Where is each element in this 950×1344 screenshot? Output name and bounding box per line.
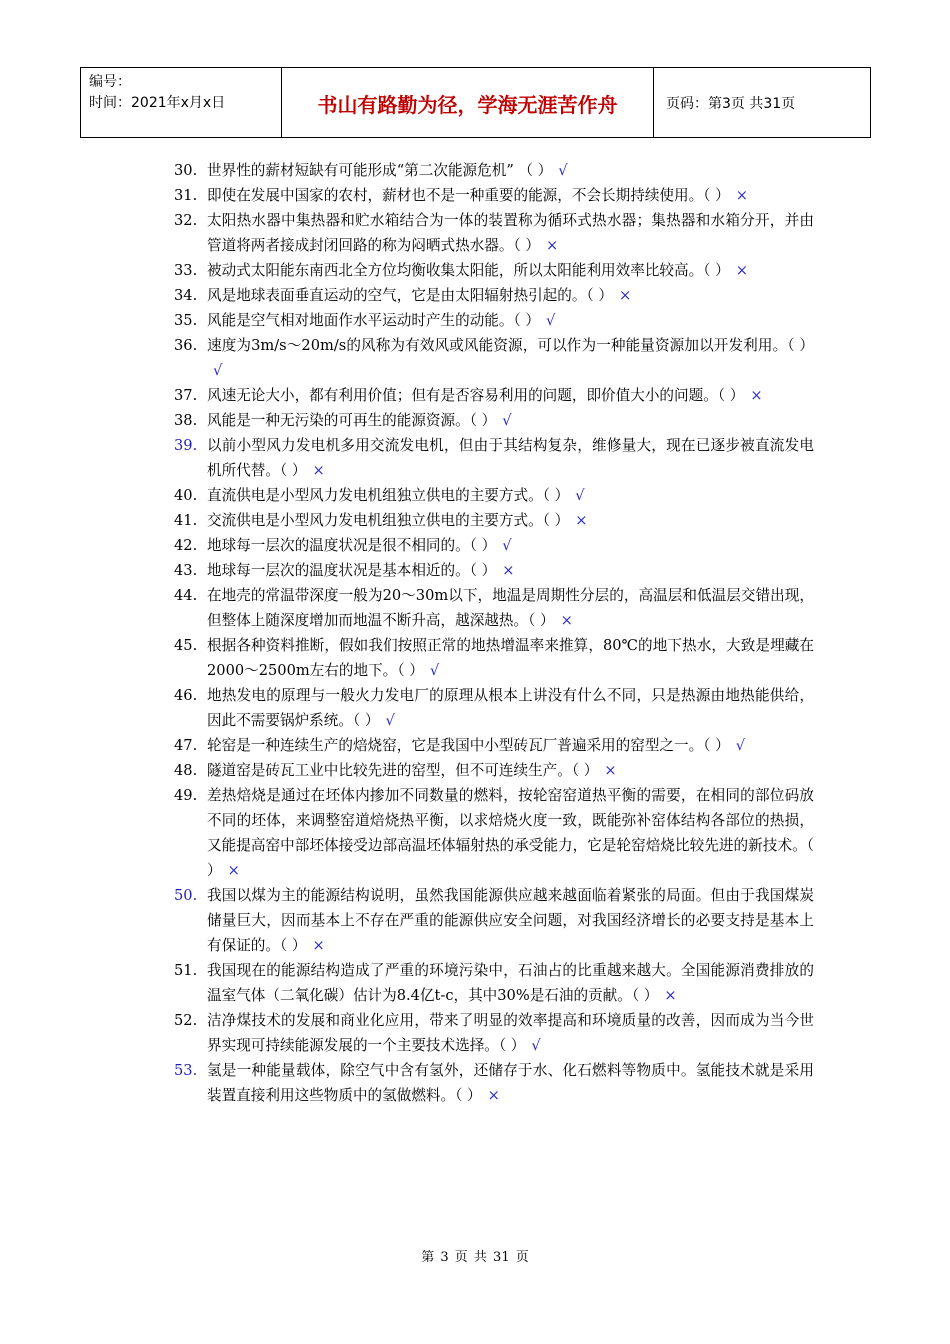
page-footer: 第 3 页 共 31 页 <box>421 1250 529 1265</box>
question-body: 根据各种资料推断，假如我们按照正常的地热增温率来推算，80℃的地下热水，大致是埋藏在2000～2500m左右的地下。（ ） <box>207 637 814 679</box>
question-body: 直流供电是小型风力发电机组独立供电的主要方式。（ ） <box>207 487 570 504</box>
question-number: 40. <box>174 487 198 504</box>
question-number: 41. <box>174 512 198 529</box>
question-number: 50. <box>174 887 198 904</box>
question-item <box>174 883 814 958</box>
question-text <box>207 258 814 283</box>
question-number: 47. <box>174 737 198 754</box>
question-number: 37. <box>174 387 198 404</box>
question-item <box>174 758 814 783</box>
question-item <box>174 483 814 508</box>
question-number: 46. <box>174 687 198 704</box>
question-text <box>207 883 814 958</box>
answer-check-mark: √ <box>502 412 512 429</box>
answer-check-mark: √ <box>429 662 440 679</box>
answer-check-mark: √ <box>735 737 746 754</box>
question-text <box>207 408 814 433</box>
question-number: 34. <box>174 287 198 304</box>
question-text <box>207 283 814 308</box>
question-text <box>207 558 814 583</box>
question-item <box>174 408 814 433</box>
question-body: 风能是空气相对地面作水平运动时产生的动能。（ ） <box>207 312 540 329</box>
question-body: 地球每一层次的温度状况是很不相同的。（ ） <box>207 537 497 554</box>
question-body: 交流供电是小型风力发电机组独立供电的主要方式。（ ） <box>207 512 570 529</box>
question-body: 我国以煤为主的能源结构说明，虽然我国能源供应越来越面临着紧张的局面。但由于我国煤炭储量巨大，因而基本上不存在严重的能源供应安全问题，对我国经济增长的必要支持是基本上有保证的。（ ） <box>207 887 814 954</box>
question-text <box>207 533 814 558</box>
question-text <box>207 633 814 683</box>
question-list <box>174 158 814 1108</box>
question-number: 43. <box>174 562 198 579</box>
question-text <box>207 333 814 383</box>
question-body: 风能是一种无污染的可再生的能源资源。（ ） <box>207 412 497 429</box>
answer-check-mark: √ <box>546 312 556 329</box>
question-number: 31. <box>174 187 198 204</box>
question-item <box>174 183 814 208</box>
question-item <box>174 208 814 258</box>
question-number: 39. <box>174 437 198 454</box>
answer-check-mark: √ <box>575 487 585 504</box>
answer-cross-mark: × <box>735 187 748 204</box>
question-number: 52. <box>174 1012 198 1029</box>
answer-check-mark: √ <box>213 362 223 379</box>
question-number: 49. <box>174 787 198 804</box>
answer-cross-mark: × <box>735 262 748 279</box>
question-item <box>174 583 814 633</box>
question-item <box>174 383 814 408</box>
question-item <box>174 558 814 583</box>
question-item <box>174 258 814 283</box>
question-item <box>174 1008 814 1058</box>
question-text <box>207 958 814 1008</box>
question-item <box>174 783 814 883</box>
question-text <box>207 758 814 783</box>
answer-cross-mark: × <box>312 937 325 954</box>
question-body: 速度为3m/s～20m/s的风称为有效风或风能资源，可以作为一种能量资源加以开发利用。（ ） <box>207 337 814 354</box>
question-text <box>207 508 814 533</box>
question-body: 在地壳的常温带深度一般为20～30m以下，地温是周期性分层的，高温层和低温层交错出现，但整体上随深度增加而地温不断升高，越深越热。（ ） <box>207 587 814 629</box>
answer-cross-mark: × <box>560 612 573 629</box>
header-motto: 书山有路勤为径，学海无涯苦作舟 <box>282 68 654 137</box>
question-item <box>174 683 814 733</box>
question-number: 53. <box>174 1062 198 1079</box>
question-body: 我国现在的能源结构造成了严重的环境污染中，石油占的比重越来越大。全国能源消费排放的温室气体（二氧化碳）估计为8.4亿t-c，其中30%是石油的贡献。（ ） <box>207 962 814 1004</box>
answer-check-mark: √ <box>502 537 512 554</box>
question-body: 轮窑是一种连续生产的焙烧窑，它是我国中小型砖瓦厂普遍采用的窑型之一。（ ） <box>207 737 730 754</box>
question-item <box>174 508 814 533</box>
question-text <box>207 158 814 183</box>
question-body: 地球每一层次的温度状况是基本相近的。（ ） <box>207 562 497 579</box>
question-text <box>207 733 814 758</box>
question-item <box>174 533 814 558</box>
question-text <box>207 1058 814 1108</box>
question-item <box>174 158 814 183</box>
header-page-info: 页码：第3页 共31页 <box>666 95 796 112</box>
answer-cross-mark: × <box>664 987 677 1004</box>
question-number: 48. <box>174 762 198 779</box>
question-body: 世界性的薪材短缺有可能形成“第二次能源危机” （ ） <box>207 162 553 179</box>
question-text <box>207 483 814 508</box>
answer-cross-mark: × <box>750 387 763 404</box>
question-number: 42. <box>174 537 198 554</box>
question-text <box>207 308 814 333</box>
question-number: 44. <box>174 587 198 604</box>
document-date-label: 时间：2021年x月x日 <box>89 95 226 111</box>
document-header <box>80 67 871 138</box>
question-item <box>174 333 814 383</box>
question-text <box>207 583 814 633</box>
answer-check-mark: √ <box>558 162 568 179</box>
answer-cross-mark: × <box>618 287 632 304</box>
question-number: 36. <box>174 337 198 354</box>
question-number: 45. <box>174 637 198 654</box>
question-body: 以前小型风力发电机多用交流发电机，但由于其结构复杂，维修量大，现在已逐步被直流发电机所代替。（ ） <box>207 437 814 479</box>
answer-cross-mark: × <box>546 237 559 254</box>
question-number: 38. <box>174 412 198 429</box>
question-text <box>207 783 814 883</box>
document-number-label: 编号： <box>89 74 131 90</box>
question-number: 30. <box>174 162 198 179</box>
answer-check-mark: √ <box>385 712 395 729</box>
question-number: 32. <box>174 212 198 229</box>
question-item <box>174 633 814 683</box>
question-number: 33. <box>174 262 198 279</box>
answer-cross-mark: × <box>312 462 325 479</box>
answer-cross-mark: × <box>575 512 588 529</box>
question-body: 地热发电的原理与一般火力发电厂的原理从根本上讲没有什么不同，只是热源由地热能供给，因此不需要锅炉系统。（ ） <box>207 687 814 729</box>
question-text <box>207 683 814 733</box>
question-body: 即使在发展中国家的农村，薪材也不是一种重要的能源，不会长期持续使用。（ ） <box>207 187 730 204</box>
question-body: 太阳热水器中集热器和贮水箱结合为一体的装置称为循环式热水器；集热器和水箱分开，并由管道将两者接成封闭回路的称为闷晒式热水器。（ ） <box>207 212 814 254</box>
question-number: 51. <box>174 962 198 979</box>
question-item <box>174 308 814 333</box>
question-item <box>174 1058 814 1108</box>
question-text <box>207 183 814 208</box>
question-body: 氢是一种能量载体，除空气中含有氢外，还储存于水、化石燃料等物质中。氢能技术就是采用装置直接利用这些物质中的氢做燃料。（ ） <box>207 1062 814 1104</box>
answer-cross-mark: × <box>604 762 617 779</box>
question-text <box>207 208 814 258</box>
question-item <box>174 283 814 308</box>
question-item <box>174 958 814 1008</box>
answer-cross-mark: × <box>502 562 515 579</box>
question-item <box>174 733 814 758</box>
question-body: 差热焙烧是通过在坯体内掺加不同数量的燃料，按轮窑窑道热平衡的需要，在相同的部位码放不同的坯体，来调整窑道焙烧热平衡，以求焙烧火度一致，既能弥补窑体结构各部位的热损，又能提高窑中部坯体接受边部高温坯体辐射热的承受能力，它是轮窑焙烧比较先进的新技术。（ ） <box>207 787 814 879</box>
question-body: 风是地球表面垂直运动的空气，它是由太阳辐射热引起的。（ ） <box>207 287 613 304</box>
question-body: 隧道窑是砖瓦工业中比较先进的窑型，但不可连续生产。（ ） <box>207 762 599 779</box>
header-meta <box>81 68 282 137</box>
question-body: 洁净煤技术的发展和商业化应用，带来了明显的效率提高和环境质量的改善，因而成为当今世界实现可持续能源发展的一个主要技术选择。（ ） <box>207 1012 814 1054</box>
question-body: 风速无论大小，都有利用价值；但有是否容易利用的问题，即价值大小的问题。（ ） <box>207 387 745 404</box>
question-text <box>207 1008 814 1058</box>
question-item <box>174 433 814 483</box>
answer-cross-mark: × <box>227 862 240 879</box>
question-text <box>207 433 814 483</box>
answer-check-mark: √ <box>531 1037 541 1054</box>
question-number: 35. <box>174 312 198 329</box>
answer-cross-mark: × <box>487 1087 500 1104</box>
question-text <box>207 383 814 408</box>
question-body: 被动式太阳能东南西北全方位均衡收集太阳能，所以太阳能利用效率比较高。（ ） <box>207 262 730 279</box>
